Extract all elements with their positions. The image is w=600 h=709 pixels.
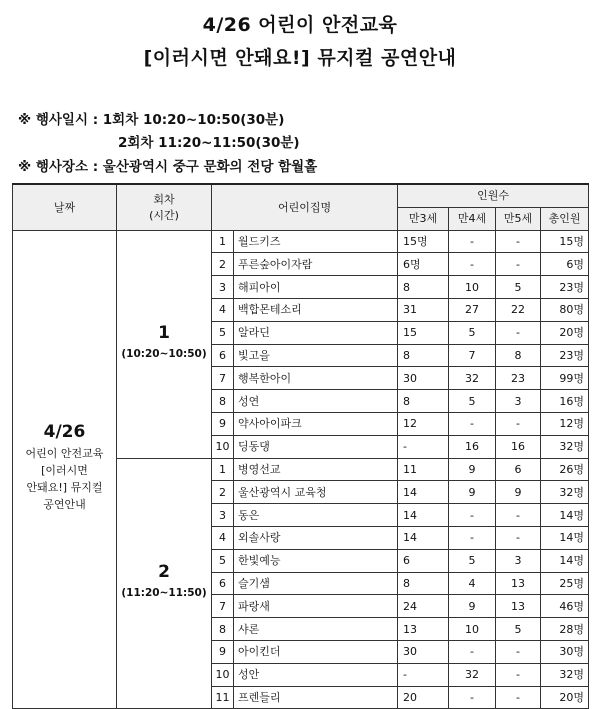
daycare-name: 백합몬테소리 [234,298,398,321]
daycare-name: 슬기샘 [234,572,398,595]
count-total: 32명 [541,663,589,686]
count-age4: - [449,504,496,527]
session-time: (10:20~10:50) [121,348,207,361]
count-total: 32명 [541,481,589,504]
count-age3: 24 [398,595,449,618]
count-age5: 16 [496,435,541,458]
count-age4: 32 [449,367,496,390]
count-age3: - [398,435,449,458]
date-cell [13,230,117,709]
daycare-name: 프렌들리 [234,686,398,709]
row-number: 8 [212,390,234,413]
row-number: 6 [212,572,234,595]
session-number: 1 [158,323,170,344]
header-headcount: 인원수 [398,184,589,207]
count-age3: 8 [398,344,449,367]
count-total: 23명 [541,276,589,299]
count-age5: 5 [496,618,541,641]
count-age4: 9 [449,481,496,504]
count-age3: 14 [398,526,449,549]
date-desc-3: 안돼요!] 뮤지컬 [26,480,103,494]
count-age4: 10 [449,618,496,641]
count-age3: 12 [398,412,449,435]
count-total: 26명 [541,458,589,481]
daycare-name: 샤론 [234,618,398,641]
count-age4: - [449,640,496,663]
count-age4: - [449,412,496,435]
daycare-name: 해피아이 [234,276,398,299]
event-datetime-line-2: 2회차 11:20~11:50(30분) [118,135,300,151]
row-number: 8 [212,618,234,641]
count-age4: 16 [449,435,496,458]
daycare-name: 외솔사랑 [234,526,398,549]
event-datetime-line-1: ※ 행사일시 : 1회차 10:20~10:50(30분) [18,112,285,128]
count-total: 28명 [541,618,589,641]
count-total: 20명 [541,686,589,709]
count-age4: 9 [449,458,496,481]
session-time: (11:20~11:50) [121,587,207,600]
daycare-name: 파랑새 [234,595,398,618]
header-age3: 만3세 [398,207,449,230]
count-total: 30명 [541,640,589,663]
row-number: 7 [212,367,234,390]
count-age4: 27 [449,298,496,321]
count-age3: 14 [398,504,449,527]
daycare-name: 월드키즈 [234,230,398,253]
session-cell [117,458,212,709]
daycare-name: 성안 [234,663,398,686]
count-age5: - [496,686,541,709]
count-age5: 3 [496,390,541,413]
count-total: 99명 [541,367,589,390]
count-age3: - [398,663,449,686]
count-age3: 6명 [398,253,449,276]
count-total: 16명 [541,390,589,413]
count-total: 14명 [541,526,589,549]
count-age4: 10 [449,276,496,299]
event-venue: ※ 행사장소 : 울산광역시 중구 문화의 전당 함월홀 [18,159,318,175]
count-age3: 30 [398,367,449,390]
header-session [117,184,212,230]
count-age5: - [496,526,541,549]
row-number: 4 [212,526,234,549]
count-age4: 32 [449,663,496,686]
row-number: 4 [212,298,234,321]
date-desc-2: [이러시면 [41,463,88,477]
row-number: 11 [212,686,234,709]
daycare-name: 알라딘 [234,321,398,344]
header-age4: 만4세 [449,207,496,230]
count-age4: 9 [449,595,496,618]
row-number: 10 [212,663,234,686]
row-number: 6 [212,344,234,367]
count-total: 15명 [541,230,589,253]
count-total: 14명 [541,549,589,572]
count-age4: - [449,526,496,549]
title-line-2: [이러시면 안돼요!] 뮤지컬 공연안내 [143,47,457,69]
count-age3: 31 [398,298,449,321]
count-age5: - [496,253,541,276]
row-number: 1 [212,230,234,253]
count-age5: - [496,663,541,686]
count-total: 80명 [541,298,589,321]
count-age5: 13 [496,572,541,595]
row-number: 1 [212,458,234,481]
row-number: 9 [212,412,234,435]
count-age4: - [449,686,496,709]
row-number: 2 [212,253,234,276]
count-age4: - [449,230,496,253]
count-age5: - [496,230,541,253]
row-number: 5 [212,321,234,344]
session-number: 2 [158,562,170,583]
count-age4: 4 [449,572,496,595]
daycare-name: 약사아이파크 [234,412,398,435]
daycare-name: 성연 [234,390,398,413]
count-age3: 30 [398,640,449,663]
count-age3: 15 [398,321,449,344]
count-age3: 6 [398,549,449,572]
row-number: 10 [212,435,234,458]
schedule-table [12,183,589,709]
title-line-1: 4/26 어린이 안전교육 [202,14,398,36]
daycare-name: 푸른숲아이자람 [234,253,398,276]
count-age3: 11 [398,458,449,481]
count-age5: - [496,412,541,435]
count-age4: 5 [449,549,496,572]
date-value: 4/26 [43,421,86,442]
daycare-name: 병영선교 [234,458,398,481]
count-total: 25명 [541,572,589,595]
count-total: 23명 [541,344,589,367]
count-age5: - [496,504,541,527]
count-total: 20명 [541,321,589,344]
row-number: 3 [212,504,234,527]
count-age5: 6 [496,458,541,481]
count-age5: 23 [496,367,541,390]
header-daycare: 어린이집명 [212,184,398,230]
count-total: 32명 [541,435,589,458]
header-session-label: 회차 [153,192,175,206]
count-total: 46명 [541,595,589,618]
count-age5: 8 [496,344,541,367]
count-age5: - [496,640,541,663]
session-cell [117,230,212,458]
count-age5: 9 [496,481,541,504]
schedule-body [13,230,589,709]
count-age5: 5 [496,276,541,299]
count-age3: 15명 [398,230,449,253]
daycare-name: 한빛예능 [234,549,398,572]
daycare-name: 울산광역시 교육청 [234,481,398,504]
row-number: 3 [212,276,234,299]
count-age4: 5 [449,321,496,344]
row-number: 5 [212,549,234,572]
count-age3: 13 [398,618,449,641]
row-number: 9 [212,640,234,663]
daycare-name: 동은 [234,504,398,527]
count-total: 12명 [541,412,589,435]
header-session-sub: (시간) [149,208,179,222]
count-age5: - [496,321,541,344]
count-age5: 13 [496,595,541,618]
count-age5: 22 [496,298,541,321]
daycare-name: 행복한아이 [234,367,398,390]
count-age3: 20 [398,686,449,709]
count-age4: 7 [449,344,496,367]
header-age5: 만5세 [496,207,541,230]
date-desc-1: 어린이 안전교육 [25,446,104,460]
count-total: 14명 [541,504,589,527]
daycare-name: 빛고을 [234,344,398,367]
header-total: 총인원 [541,207,589,230]
daycare-name: 딩동댕 [234,435,398,458]
count-age3: 8 [398,276,449,299]
count-age3: 14 [398,481,449,504]
count-age3: 8 [398,572,449,595]
date-desc-4: 공연안내 [43,497,86,511]
table-row [13,230,589,253]
row-number: 2 [212,481,234,504]
count-age4: - [449,253,496,276]
count-total: 6명 [541,253,589,276]
count-age4: 5 [449,390,496,413]
row-number: 7 [212,595,234,618]
count-age3: 8 [398,390,449,413]
header-date: 날짜 [13,184,117,230]
daycare-name: 아이킨더 [234,640,398,663]
count-age5: 3 [496,549,541,572]
